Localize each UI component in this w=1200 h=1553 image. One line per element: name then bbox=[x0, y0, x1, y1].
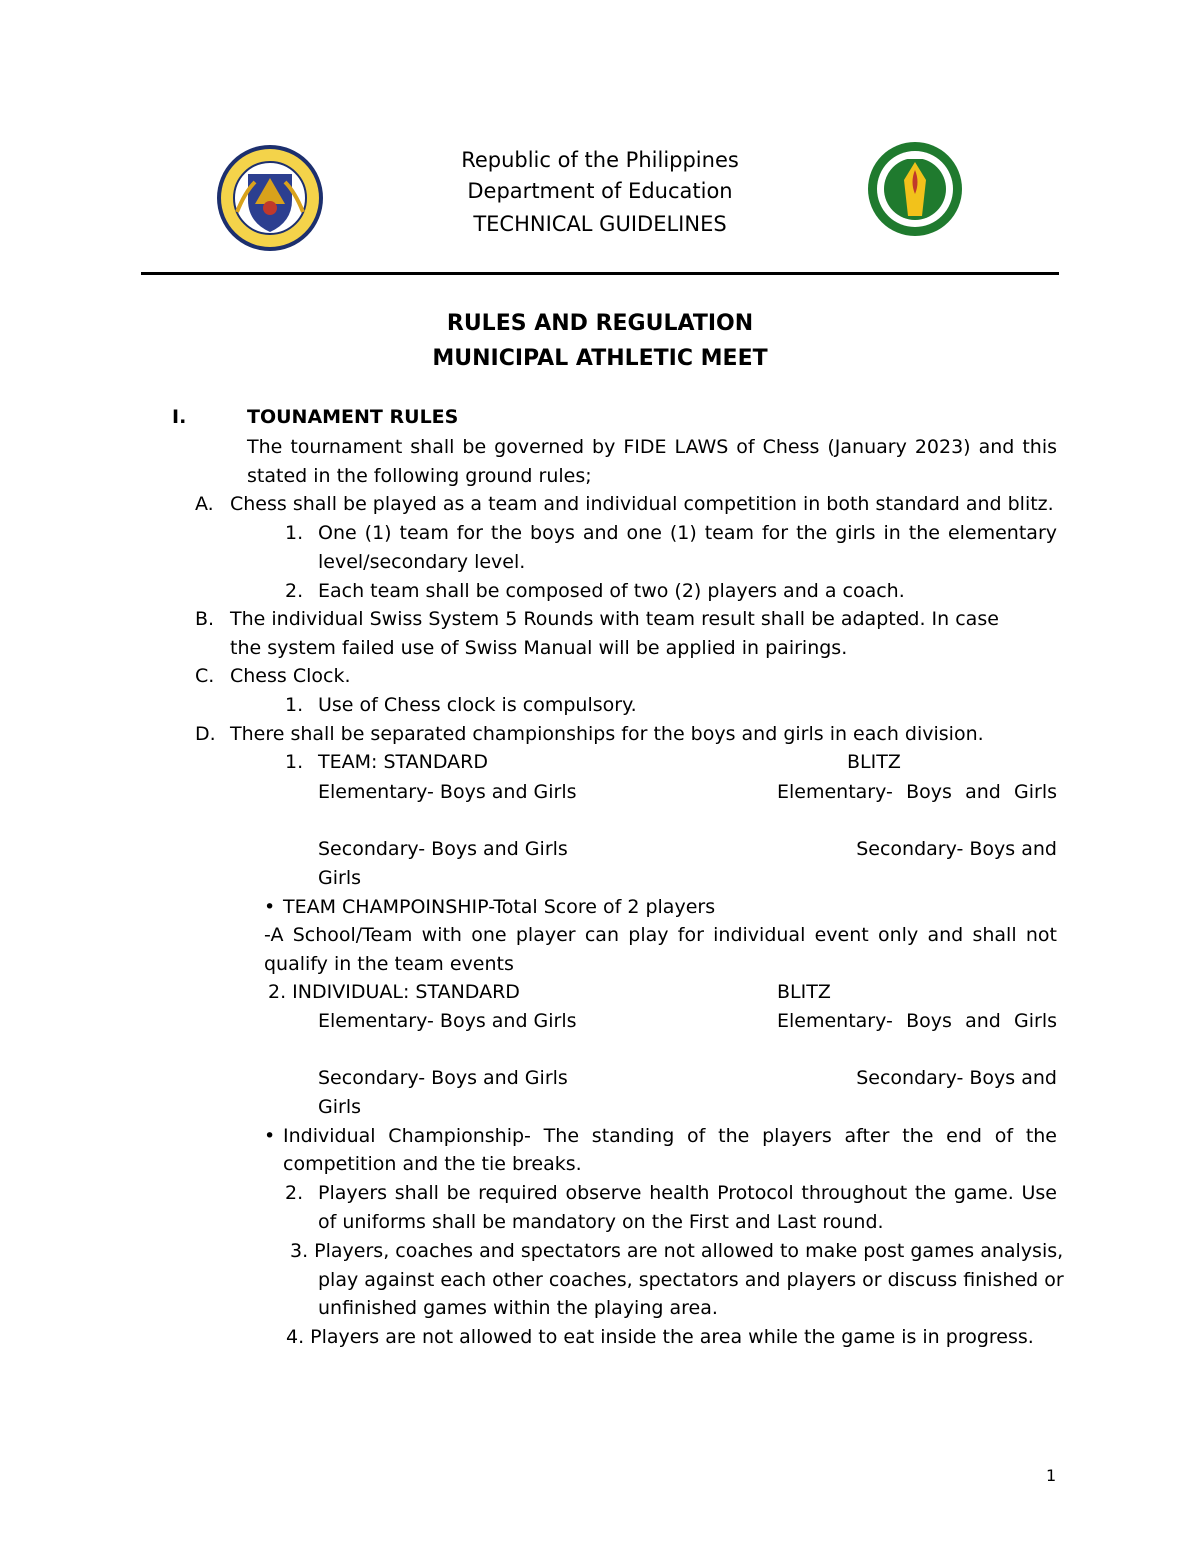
item-d-label: D. bbox=[195, 723, 216, 745]
team-standard-label: TEAM: STANDARD bbox=[318, 751, 488, 773]
item-c-label: C. bbox=[195, 665, 215, 687]
intro-line2: stated in the following ground rules; bbox=[247, 465, 592, 487]
team-secondary-wrap: Girls bbox=[318, 867, 361, 889]
team-secondary-standard: Secondary- Boys and Girls bbox=[318, 838, 568, 860]
item-a-label: A. bbox=[195, 493, 214, 515]
item-b-line2: the system failed use of Swiss Manual will be applied in pairings. bbox=[230, 637, 848, 659]
team-elementary-blitz: Elementary- Boys and Girls bbox=[777, 781, 1057, 803]
team-secondary-blitz: Secondary- Boys and bbox=[856, 838, 1057, 860]
individual-secondary-blitz: Secondary- Boys and bbox=[856, 1067, 1057, 1089]
page-number: 1 bbox=[1046, 1466, 1057, 1485]
header-guidelines: TECHNICAL GUIDELINES bbox=[473, 212, 727, 236]
item-a1-line1: One (1) team for the boys and one (1) team for the girls in the elementary bbox=[318, 522, 1057, 544]
item-a-text: Chess shall be played as a team and individual competition in both standard and blitz. bbox=[230, 493, 1054, 515]
item-b-line1: The individual Swiss System 5 Rounds with team result shall be adapted. In case bbox=[230, 608, 999, 630]
individual-blitz-label: BLITZ bbox=[777, 981, 831, 1003]
individual-secondary-wrap: Girls bbox=[318, 1096, 361, 1118]
rule2-num: 2. bbox=[285, 1182, 304, 1204]
individual-elementary-standard: Elementary- Boys and Girls bbox=[318, 1010, 577, 1032]
individual-championship-line1: Individual Championship- The standing of the players after the end of the bbox=[283, 1125, 1057, 1147]
individual-elementary-blitz: Elementary- Boys and Girls bbox=[777, 1010, 1057, 1032]
individual-championship-line2: competition and the tie breaks. bbox=[283, 1153, 582, 1175]
header-republic: Republic of the Philippines bbox=[461, 148, 739, 172]
title-line2: MUNICIPAL ATHLETIC MEET bbox=[432, 346, 768, 371]
item-d-text: There shall be separated championships for the boys and girls in each division. bbox=[230, 723, 984, 745]
rule2-line2: of uniforms shall be mandatory on the First and Last round. bbox=[318, 1211, 884, 1233]
rule3-line1: 3. Players, coaches and spectators are not allowed to make post games analysis, bbox=[290, 1240, 1064, 1262]
header-divider bbox=[141, 272, 1059, 275]
title-line1: RULES AND REGULATION bbox=[446, 311, 754, 336]
individual-secondary-standard: Secondary- Boys and Girls bbox=[318, 1067, 568, 1089]
item-a1-line2: level/secondary level. bbox=[318, 551, 526, 573]
item-a1-num: 1. bbox=[285, 522, 304, 544]
intro-line1: The tournament shall be governed by FIDE LAWS of Chess (January 2023) and this bbox=[247, 436, 1057, 458]
team-note-line1: -A School/Team with one player can play for individual event only and shall not bbox=[264, 924, 1057, 946]
team-note-line2: qualify in the team events bbox=[264, 953, 514, 975]
bullet-dot: • bbox=[264, 1125, 276, 1147]
section-heading: TOUNAMENT RULES bbox=[247, 406, 459, 428]
rule3-line2: play against each other coaches, spectators and players or discuss finished or bbox=[318, 1269, 1064, 1291]
individual-standard-label: 2. INDIVIDUAL: STANDARD bbox=[268, 981, 520, 1003]
section-number: I. bbox=[172, 406, 187, 428]
rule4-text: 4. Players are not allowed to eat inside the area while the game is in progress. bbox=[286, 1326, 1034, 1348]
item-c1-num: 1. bbox=[285, 694, 304, 716]
team-elementary-standard: Elementary- Boys and Girls bbox=[318, 781, 577, 803]
team-blitz-label: BLITZ bbox=[847, 751, 901, 773]
item-a2-num: 2. bbox=[285, 580, 304, 602]
bullet-dot: • bbox=[264, 896, 276, 918]
item-c-text: Chess Clock. bbox=[230, 665, 351, 687]
item-d1-num: 1. bbox=[285, 751, 304, 773]
rule2-line1: Players shall be required observe health Protocol throughout the game. Use bbox=[318, 1182, 1057, 1204]
item-b-label: B. bbox=[195, 608, 215, 630]
item-a2-text: Each team shall be composed of two (2) players and a coach. bbox=[318, 580, 905, 602]
item-c1-text: Use of Chess clock is compulsory. bbox=[318, 694, 637, 716]
header-department: Department of Education bbox=[467, 179, 733, 203]
team-championship-note: TEAM CHAMPOINSHIP-Total Score of 2 players bbox=[283, 896, 716, 918]
rule3-line3: unfinished games within the playing area. bbox=[318, 1297, 718, 1319]
